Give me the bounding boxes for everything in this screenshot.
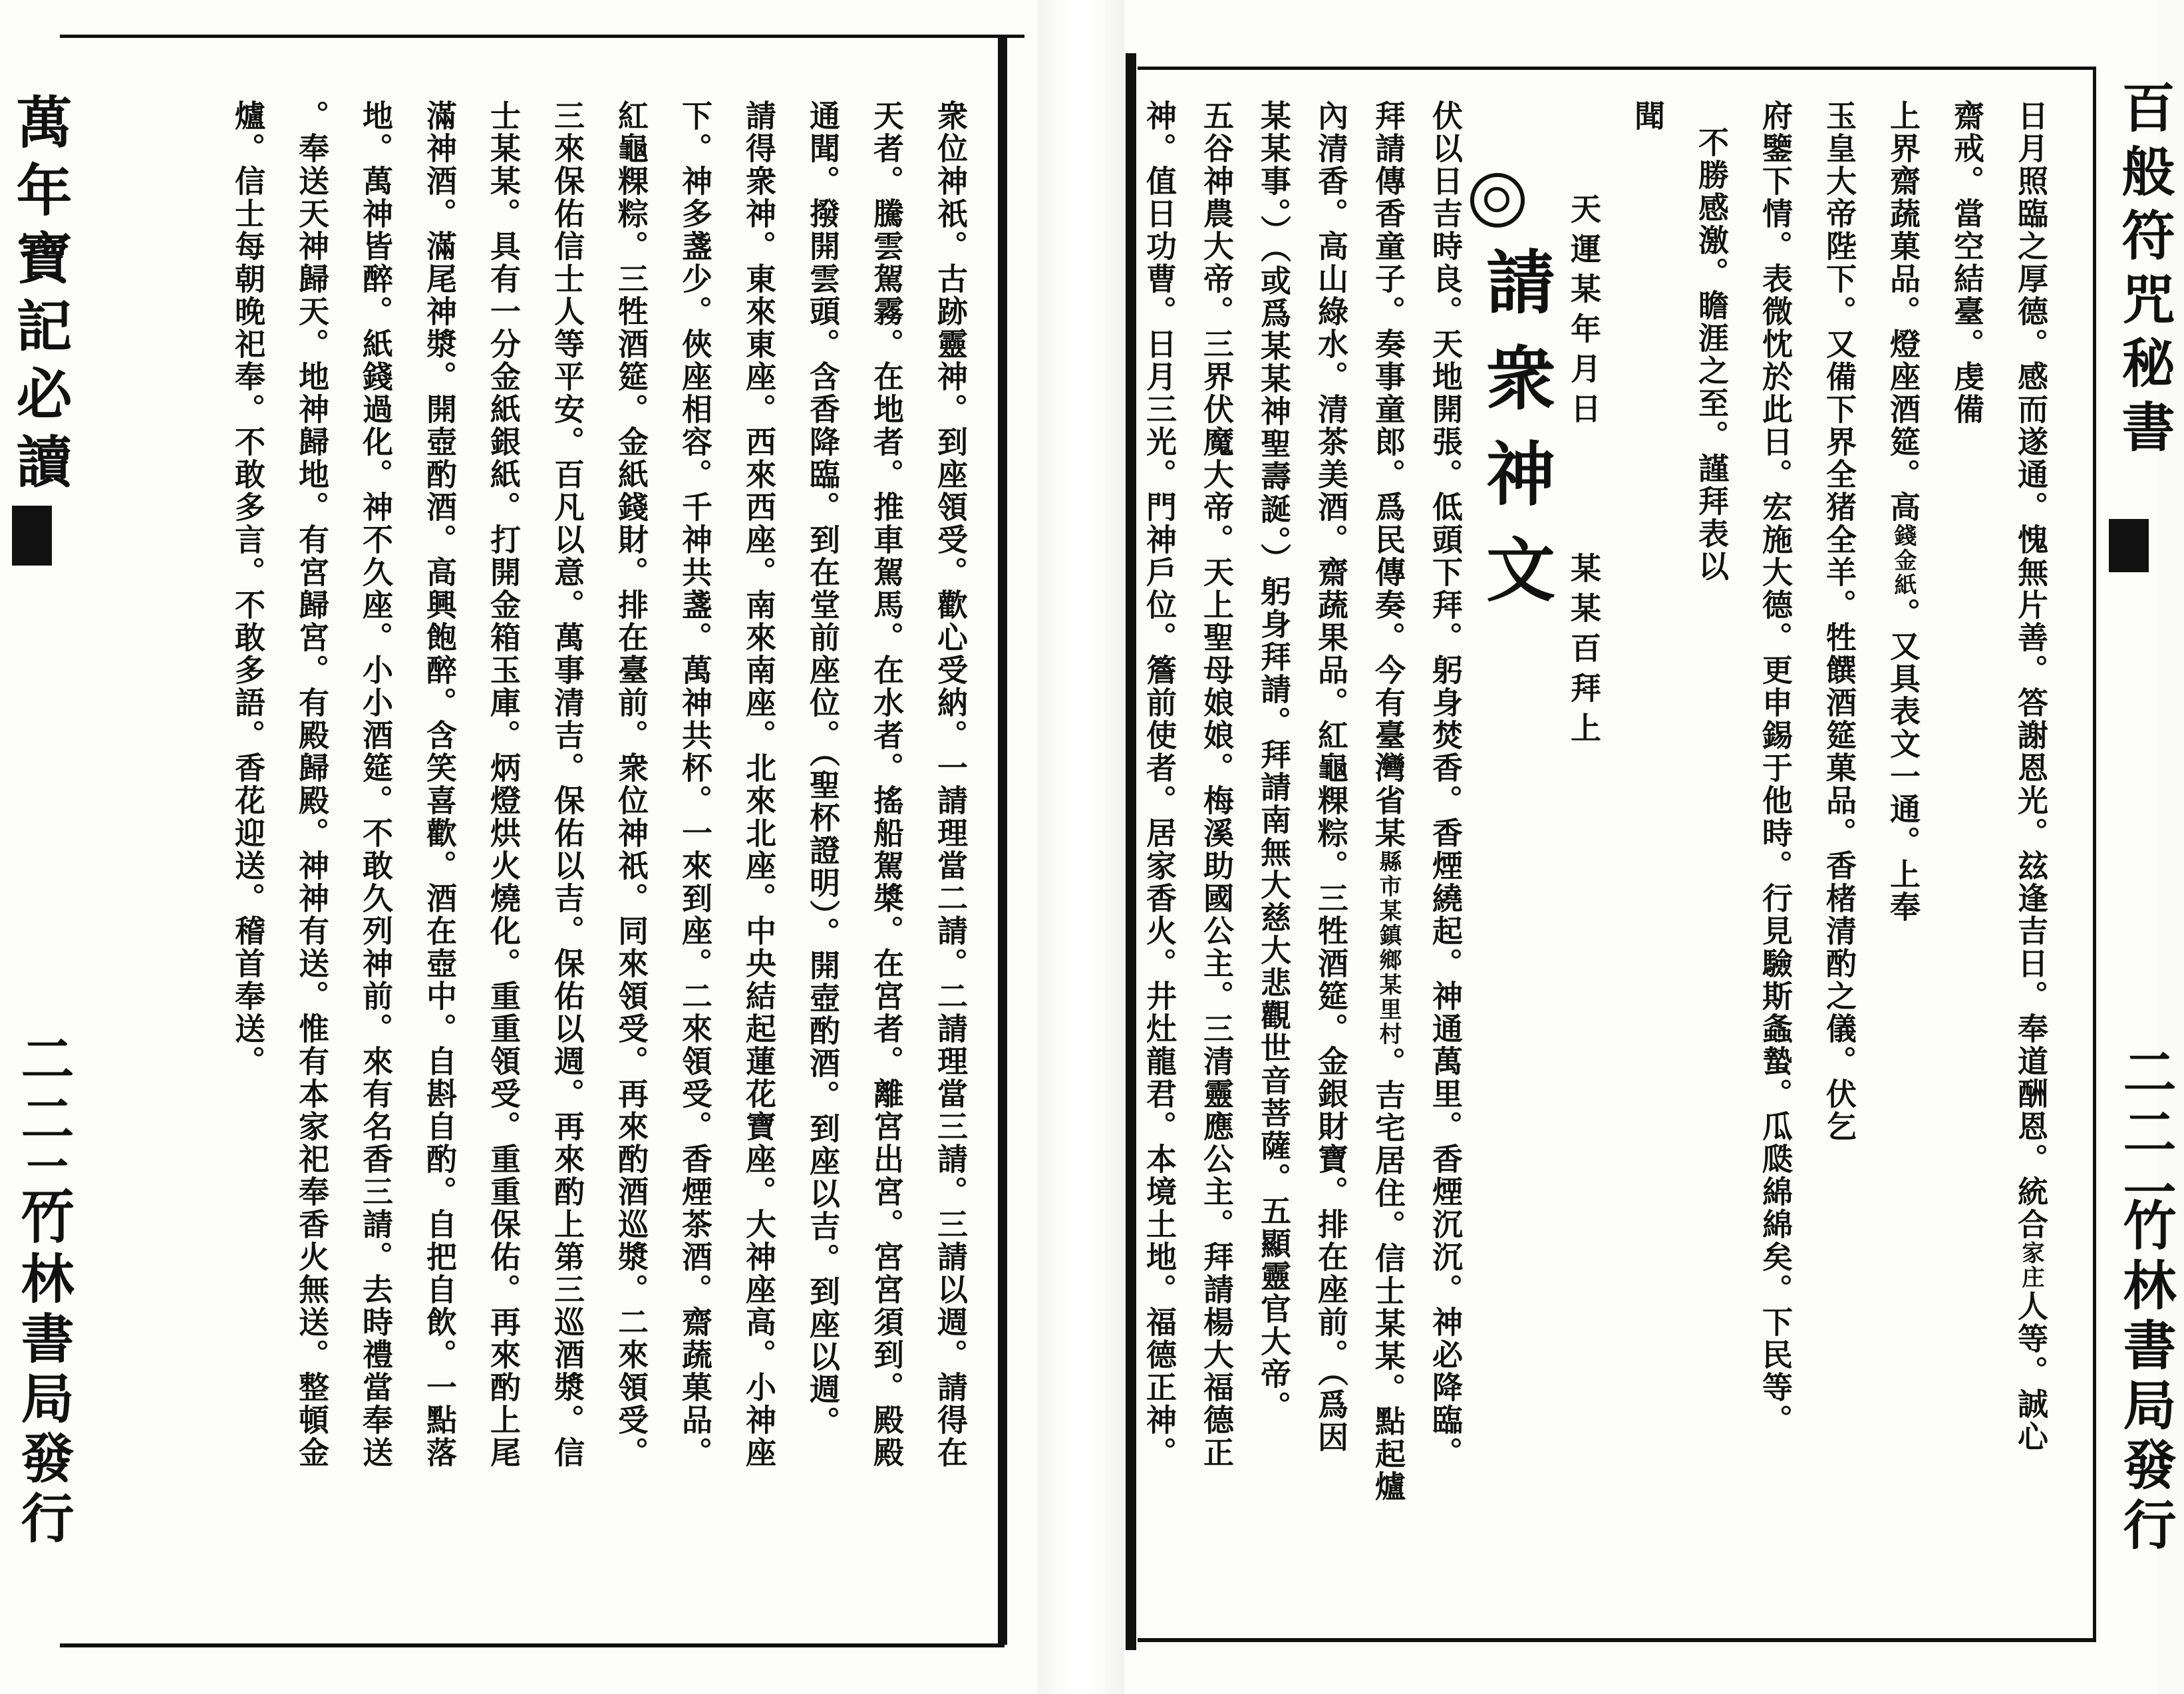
- small-annotation: 某: [1375, 899, 1402, 924]
- running-title: 萬年寶記必讀: [7, 93, 73, 500]
- bottom-rule: [1138, 1638, 2096, 1642]
- text-column: 府鑒下情。表微忱於此日。宏施大德。更申錫于他時。行見驗斯螽蟄。瓜瓞綿綿矣。下民等。: [1758, 100, 1794, 1437]
- left-page: [0, 0, 1038, 1694]
- book-gutter: [1038, 0, 1124, 1694]
- text-column: 五谷神農大帝。三界伏魔大帝。天上聖母娘娘。梅溪助國公主。三清靈應公主。拜請楊大福德正: [1199, 100, 1235, 1469]
- text-column: 某某事。）（或爲某某神聖壽誕。）躬身拜請。拜請南無大慈大悲觀世音菩薩。五顯靈官大帝。: [1256, 100, 1292, 1423]
- section-title: 請衆神文: [1474, 246, 1556, 629]
- outer-border-rule: [2093, 67, 2096, 1642]
- top-rule: [60, 35, 1024, 38]
- publisher-imprint: 竹林書局發行: [12, 1191, 75, 1550]
- title-marker-block: [2109, 519, 2149, 572]
- text-column: 三來保佑信士人等平安。百凡以意。萬事清吉。保佑以吉。保佑以週。再來酌上第三巡酒漿。信: [549, 100, 585, 1469]
- text-column: 齋戒。當空結臺。虔備: [1949, 100, 1985, 426]
- text-run: 日月照臨之厚德。感而遂通。愧無片善。答謝恩光。玆逢吉日。奉道酬恩。統合: [2013, 100, 2049, 1241]
- running-title: 百般符咒秘書: [2113, 80, 2175, 463]
- title-marker-block: [12, 506, 52, 566]
- small-annotation: 里村: [1375, 997, 1402, 1047]
- page-number: 二二一: [2114, 1045, 2177, 1224]
- publisher-imprint: 竹林書局發行: [2114, 1198, 2177, 1557]
- text-column: 下。神多盞少。俠座相容。千神共盞。萬神共杯。一來到座。二來領受。香煙茶酒。齋蔬菓品。: [677, 100, 713, 1469]
- top-rule: [1138, 67, 2096, 70]
- text-column: 。奉送天神歸天。地神歸地。有宮歸宮。有殿歸殿。神神有送。惟有本家祀奉香火無送。整頓金: [294, 100, 330, 1469]
- text-column: 紅龜粿粽。三牲酒筵。金紙錢財。排在臺前。衆位神祇。同來領受。再來酌酒巡漿。二來領受。: [613, 100, 649, 1469]
- text-column: 通聞。撥開雲頭。含香降臨。到在堂前座位。（聖杯證明）。開壺酌酒。到座以吉。到座以週。: [805, 100, 841, 1439]
- text-column: 玉皇大帝陛下。又備下界全猪全羊。牲饌酒筵菓品。香楮清酌之儀。伏乞: [1821, 100, 1857, 1143]
- small-annotation: 鎮鄉: [1375, 924, 1402, 973]
- page-number: 二二二: [12, 1031, 75, 1211]
- inner-border-rule: [1126, 53, 1136, 1650]
- small-annotation: 家: [2018, 1241, 2044, 1266]
- text-column: 伏以日吉時良。天地開張。低頭下拜。躬身焚香。香煙繞起。神通萬里。香煙沉沉。神必降臨。: [1428, 100, 1464, 1469]
- date-signature-line: 天運某年月日 某某百拜上: [1566, 193, 1602, 752]
- small-annotation: 錢金紙: [1890, 524, 1917, 597]
- text-column: 請得衆神。東來東座。西來西座。南來南座。北來北座。中央結起蓮花寶座。大神座高。小神座: [741, 100, 777, 1469]
- small-annotation: 庄: [2018, 1266, 2044, 1290]
- right-page: [1124, 0, 2177, 1694]
- text-column: 衆位神祇。古跡靈神。到座領受。歡心受納。一請理當二請。二請理當三請。三請以週。請得在: [933, 100, 969, 1469]
- text-run: 人等。誠心: [2013, 1290, 2049, 1453]
- text-column: 不勝感激。瞻涯之至。謹拜表以: [1694, 126, 1730, 583]
- text-column: 聞: [1630, 100, 1666, 132]
- text-column: [1370, 100, 1406, 1503]
- text-column: 滿神酒。滿尾神漿。開壺酌酒。高興飽醉。含笑喜歡。酒在壺中。自斟自酌。自把自飲。一點落: [422, 100, 458, 1469]
- text-column: [2013, 100, 2049, 1453]
- text-run: 。吉宅居住。信士某某。點起爐: [1370, 1047, 1406, 1503]
- text-column: 爐。信士每朝晚祀奉。不敢多言。不敢多語。香花迎送。稽首奉送。: [230, 100, 266, 1078]
- small-annotation: 縣市: [1375, 850, 1402, 899]
- small-annotation: 某: [1375, 973, 1402, 997]
- text-run: 。又具表文一通。上奉: [1885, 597, 1921, 924]
- inner-border-rule: [998, 35, 1007, 1645]
- bottom-rule: [60, 1643, 1005, 1647]
- text-run: 拜請傳香童子。奏事童郎。爲民傳奏。今有臺灣省某: [1370, 100, 1406, 850]
- text-column: 士某某。具有一分金紙銀紙。打開金箱玉庫。炳燈烘火燒化。重重領受。重重保佑。再來酌上尾: [486, 100, 522, 1469]
- text-column: 內清香。高山綠水。清茶美酒。齋蔬果品。紅龜粿粽。三牲酒筵。金銀財寶。排在座前。（爲因: [1313, 100, 1349, 1454]
- text-column: 天者。騰雲駕霧。在地者。推車駕馬。在水者。搖船駕槳。在宮者。離宮出宮。宮宮須到。殿殿: [869, 100, 905, 1469]
- text-column: 地。萬神皆醉。紙錢過化。神不久座。小小酒筵。不敢久列神前。來有名香三請。去時禮當奉送: [358, 100, 394, 1469]
- circle-bullet-icon: [1470, 173, 1525, 228]
- text-column: [1885, 100, 1921, 924]
- text-column: 神。值日功曹。日月三光。門神戶位。簷前使者。居家香火。井灶龍君。本境土地。福德正神。: [1142, 100, 1177, 1469]
- text-run: 上界齋蔬菓品。燈座酒筵。高: [1885, 100, 1921, 524]
